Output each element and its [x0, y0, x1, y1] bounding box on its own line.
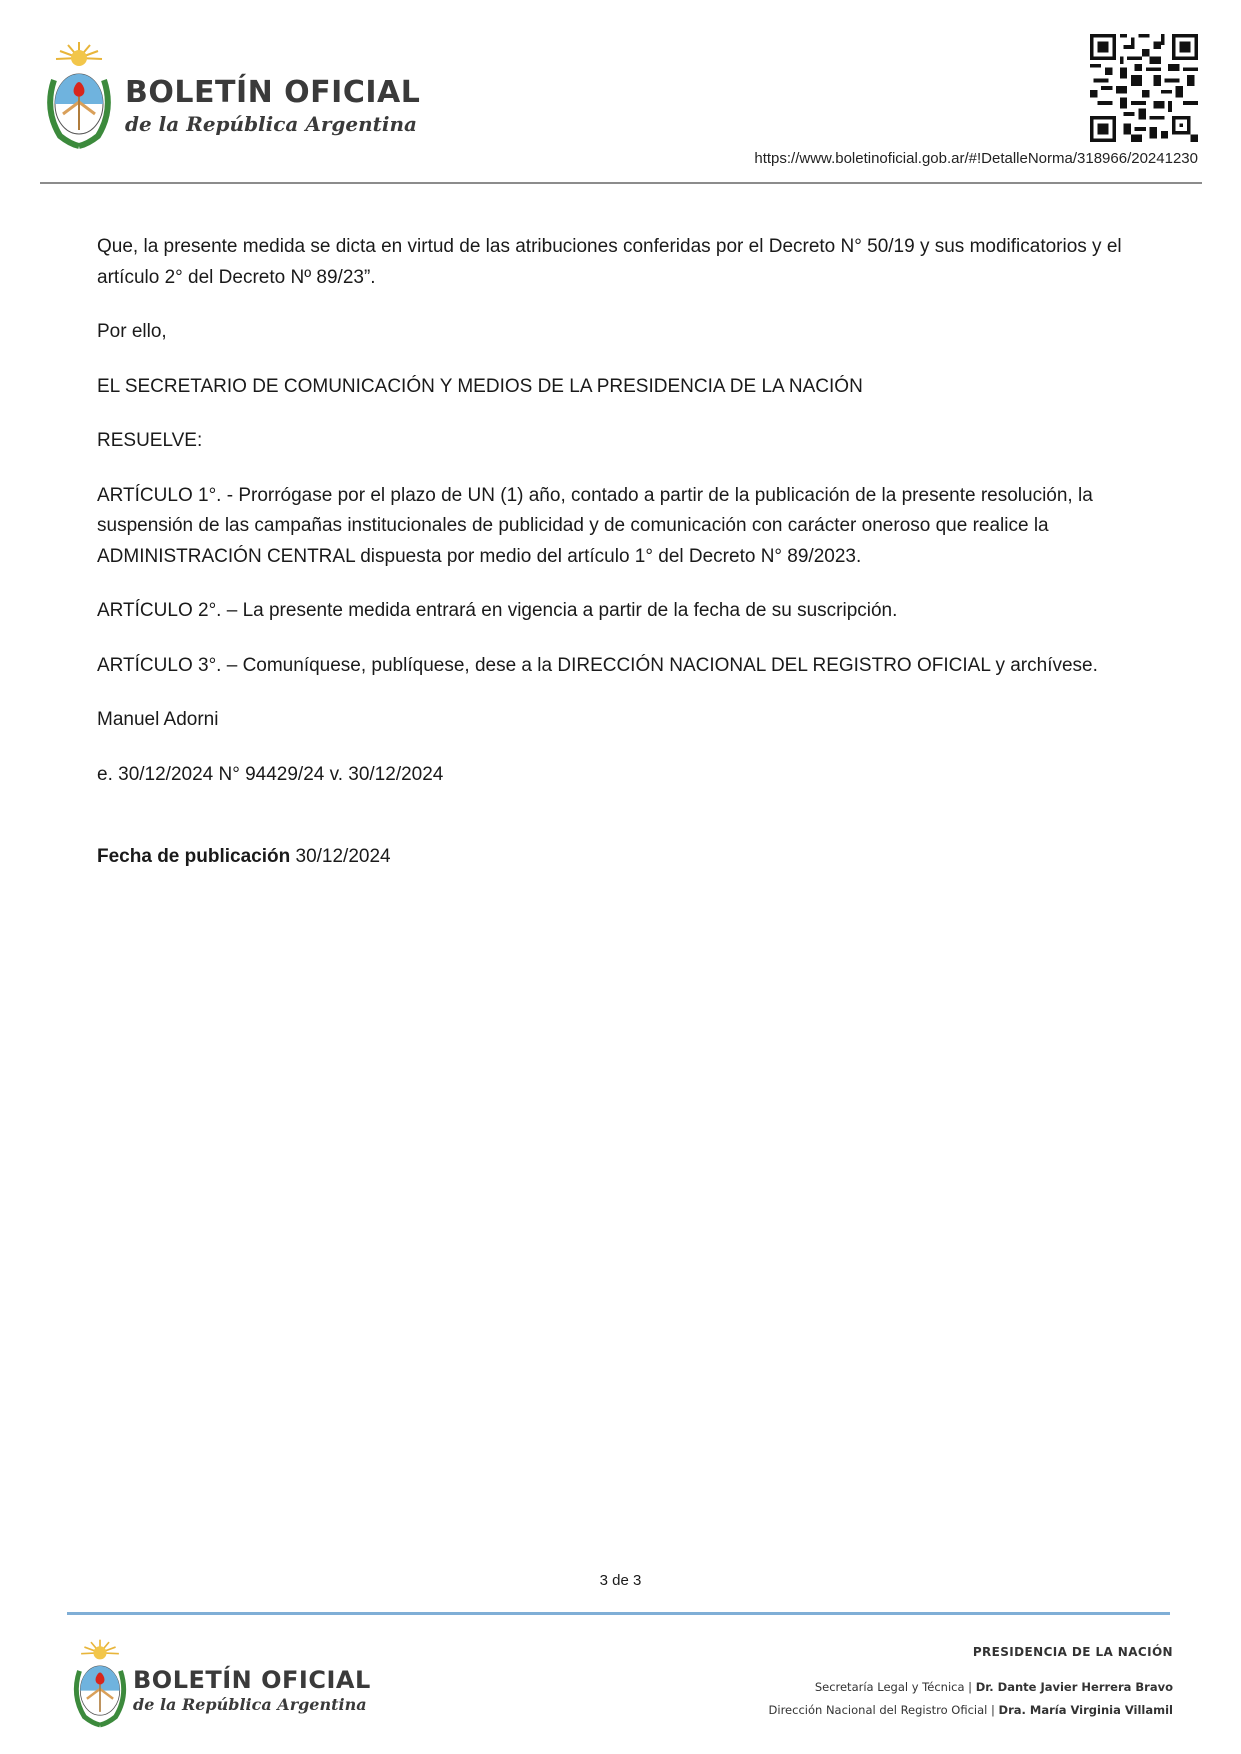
publication-date-value: 30/12/2024 [295, 846, 391, 867]
document-header [0, 0, 1241, 185]
document-body [97, 232, 1157, 897]
national-coat-of-arms-icon [68, 1638, 132, 1730]
national-coat-of-arms-icon [40, 40, 118, 152]
footer-person-direccion: Dra. María Virginia Villamil [998, 1703, 1173, 1717]
brand-subtitle: de la República Argentina [125, 112, 417, 136]
footer-brand-subtitle: de la República Argentina [133, 1695, 367, 1714]
footer-office-direccion: Dirección Nacional del Registro Oficial | [768, 1703, 999, 1717]
paragraph-authority: EL SECRETARIO DE COMUNICACIÓN Y MEDIOS DE LA PRESIDENCIA DE LA NACIÓN [97, 375, 863, 397]
footer-authorities [769, 1645, 1173, 1726]
paragraph-article-1: ARTÍCULO 1°. - Prorrógase por el plazo de UN (1) año, contado a partir de la publicación de la presente resolución, la suspensión de las campañas institucionales de publicidad y de comunicación con carácter oneroso que realice la ADMINISTRACIÓN CENTRAL dispuesta por medio del artículo 1° del Decreto N° 89/2023. [97, 484, 1093, 567]
publication-reference: e. 30/12/2024 N° 94429/24 v. 30/12/2024 [97, 763, 444, 785]
footer-line-direccion [769, 1703, 1173, 1717]
document-url[interactable]: https://www.boletinoficial.gob.ar/#!DetalleNorma/318966/20241230 [754, 150, 1198, 167]
publication-date-label: Fecha de publicación [97, 846, 291, 867]
publication-date-line [97, 842, 1157, 873]
brand-title: BOLETÍN OFICIAL [125, 75, 421, 110]
paragraph-considerando: Que, la presente medida se dicta en virtud de las atribuciones conferidas por el Decreto N° 50/19 y sus modificatorios y el artículo 2° del Decreto Nº 89/23”. [97, 236, 1122, 288]
signatory-name: Manuel Adorni [97, 709, 219, 730]
footer-presidency: PRESIDENCIA DE LA NACIÓN [972, 1645, 1173, 1659]
header-divider [40, 182, 1202, 184]
footer-brand [133, 1668, 371, 1713]
footer-brand-title: BOLETÍN OFICIAL [133, 1666, 371, 1694]
footer-line-secretaria [769, 1680, 1173, 1694]
paragraph-article-3: ARTÍCULO 3°. – Comuníquese, publíquese, dese a la DIRECCIÓN NACIONAL DEL REGISTRO OFICIAL y archívese. [97, 654, 1098, 676]
footer-office-secretaria: Secretaría Legal y Técnica | [814, 1680, 976, 1694]
page-number: 3 de 3 [599, 1572, 642, 1589]
paragraph-article-2: ARTÍCULO 2°. – La presente medida entrará en vigencia a partir de la fecha de su suscripción. [97, 600, 898, 621]
paragraph-por-ello: Por ello, [97, 321, 167, 342]
paragraph-resuelve: RESUELVE: [97, 430, 203, 451]
qr-code-icon [1090, 34, 1198, 142]
footer-divider [67, 1612, 1170, 1615]
footer-person-secretaria: Dr. Dante Javier Herrera Bravo [975, 1680, 1173, 1694]
